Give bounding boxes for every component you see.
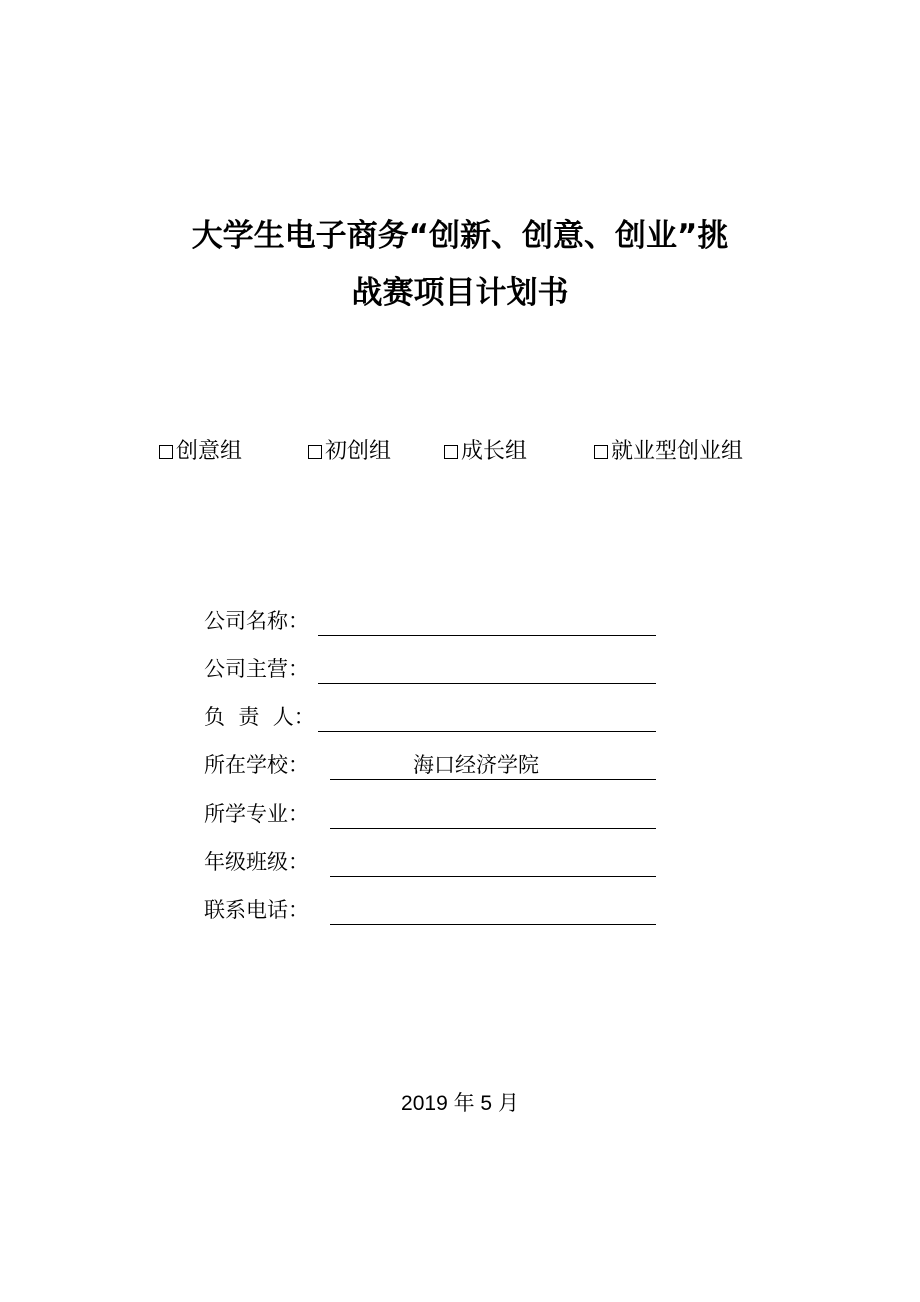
fill-in-line[interactable] (330, 924, 656, 925)
document-title-line-1: 大学生电子商务“创新、创意、创业”挑 (191, 218, 729, 254)
fill-in-line[interactable] (330, 876, 656, 877)
option-label: 创意组 (176, 439, 243, 464)
fill-in-line[interactable] (318, 635, 656, 636)
field-label: 负 责 人： (204, 705, 315, 729)
checkbox-icon[interactable] (308, 445, 322, 459)
fill-in-line[interactable] (318, 683, 656, 684)
option-creative-group[interactable] (159, 437, 242, 467)
option-employment-group[interactable] (594, 437, 743, 467)
checkbox-icon[interactable] (159, 445, 173, 459)
field-school (204, 748, 664, 780)
option-label: 初创组 (325, 439, 392, 464)
option-growth-group[interactable] (444, 437, 527, 467)
field-company-name (204, 604, 664, 636)
fill-in-line[interactable] (330, 828, 656, 829)
checkbox-icon[interactable] (444, 445, 458, 459)
field-person-in-charge (204, 700, 664, 732)
option-startup-group[interactable] (308, 437, 391, 467)
field-label: 公司主营： (204, 657, 309, 681)
field-label: 所学专业： (204, 802, 309, 826)
option-label: 成长组 (461, 439, 528, 464)
fill-in-line[interactable] (318, 731, 656, 732)
document-date: 2019 年 5 月 (401, 1092, 519, 1115)
field-phone (204, 893, 664, 925)
fill-in-line[interactable] (330, 779, 656, 780)
field-label: 所在学校： (204, 753, 309, 777)
document-title-line-2: 战赛项目计划书 (351, 275, 569, 311)
field-major (204, 797, 664, 829)
checkbox-icon[interactable] (594, 445, 608, 459)
field-label: 公司名称： (204, 609, 309, 633)
field-label: 年级班级： (204, 850, 309, 874)
field-grade-class (204, 845, 664, 877)
field-value: 海口经济学院 (413, 753, 539, 777)
option-label: 就业型创业组 (611, 439, 744, 464)
field-company-business (204, 652, 664, 684)
field-label: 联系电话： (204, 898, 309, 922)
